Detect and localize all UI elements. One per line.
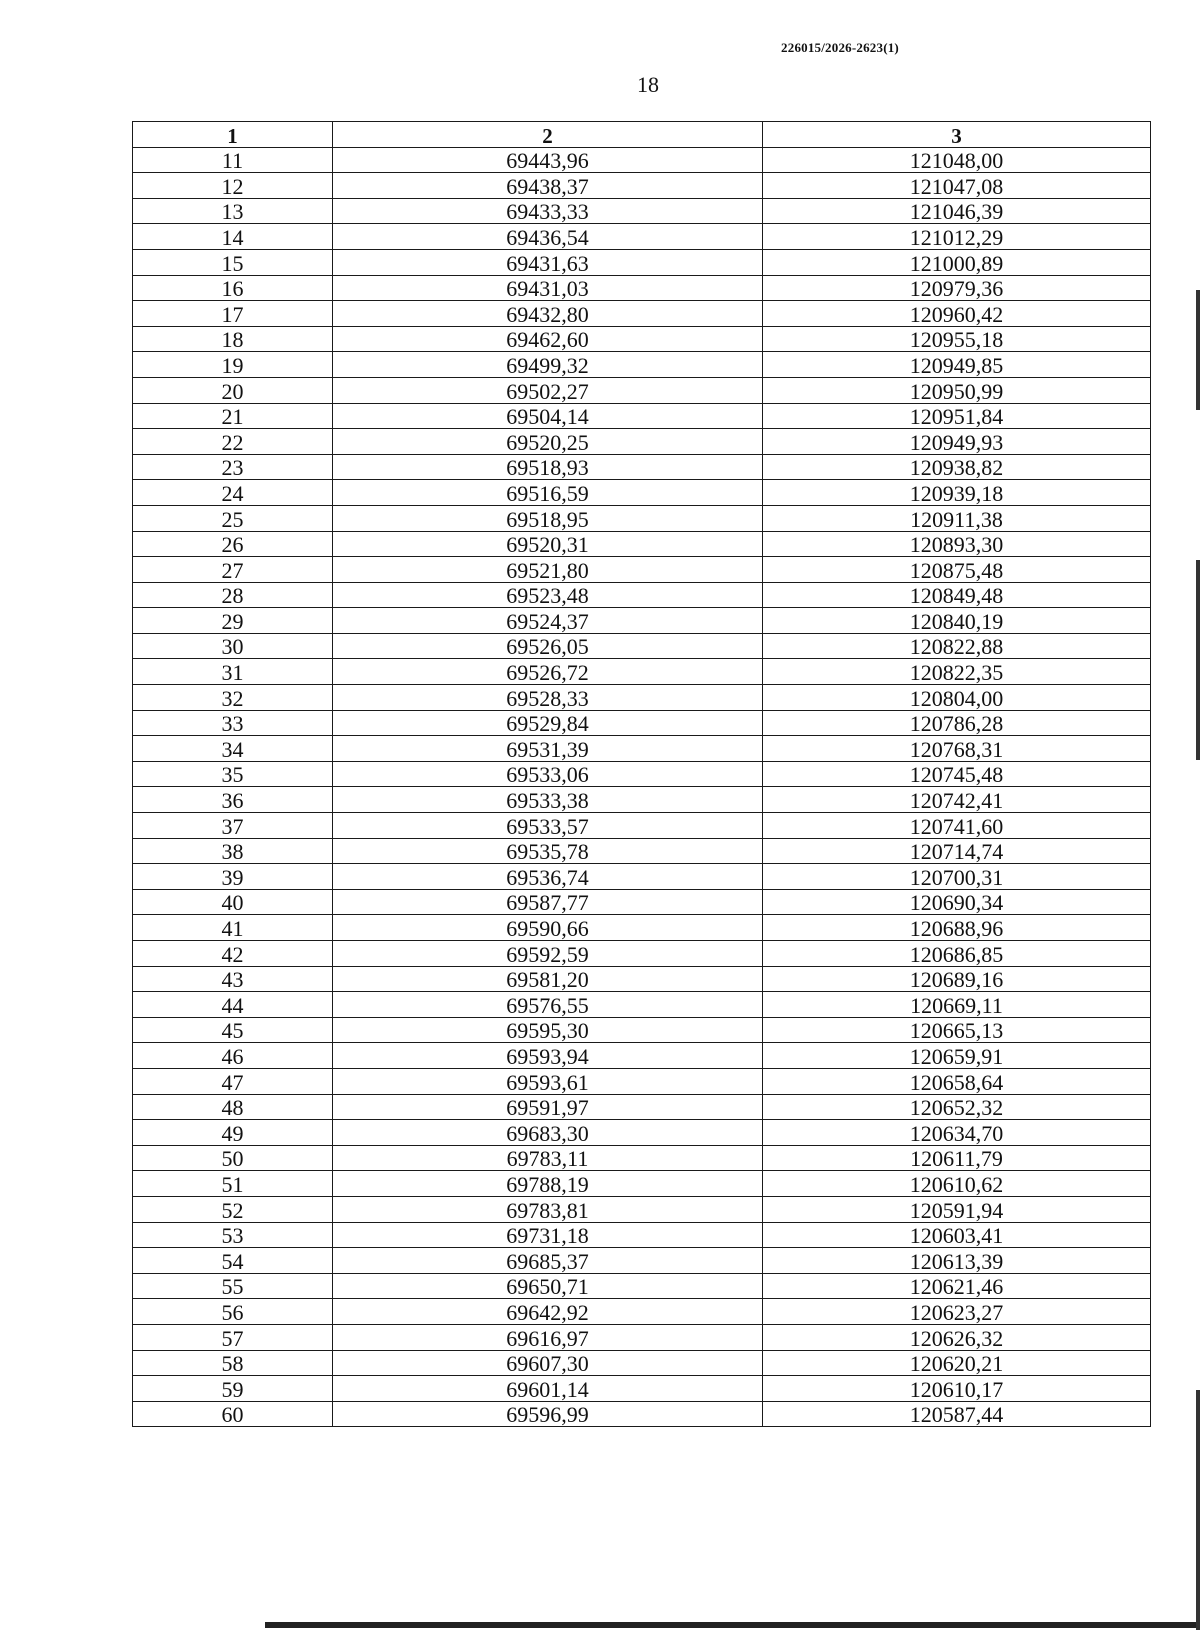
table-row [133,1068,1151,1094]
table-row [133,1299,1151,1325]
coordinate-y-cell: 121048,00 [763,147,1151,173]
coordinate-y-cell: 120688,96 [763,915,1151,941]
coordinate-x-cell: 69526,72 [333,659,763,685]
coordinate-x-cell: 69432,80 [333,301,763,327]
table-row [133,1196,1151,1222]
coordinate-x-cell: 69590,66 [333,915,763,941]
coordinate-y-cell: 120786,28 [763,710,1151,736]
coordinate-y-cell: 120949,93 [763,429,1151,455]
point-number-cell: 56 [133,1299,333,1325]
coordinate-x-cell: 69520,31 [333,531,763,557]
point-number-cell: 22 [133,429,333,455]
table-row [133,198,1151,224]
table-row [133,1401,1151,1427]
point-number-cell: 33 [133,710,333,736]
point-number-cell: 59 [133,1376,333,1402]
coordinate-x-cell: 69529,84 [333,710,763,736]
coordinate-x-cell: 69592,59 [333,941,763,967]
coordinate-y-cell: 120822,88 [763,633,1151,659]
table-row [133,454,1151,480]
coordinate-y-cell: 120690,34 [763,889,1151,915]
coordinate-x-cell: 69683,30 [333,1120,763,1146]
coordinate-x-cell: 69536,74 [333,864,763,890]
coordinate-y-cell: 120669,11 [763,992,1151,1018]
table-row [133,1043,1151,1069]
point-number-cell: 44 [133,992,333,1018]
coordinate-x-cell: 69443,96 [333,147,763,173]
point-number-cell: 52 [133,1196,333,1222]
point-number-cell: 55 [133,1273,333,1299]
coordinate-y-cell: 120689,16 [763,966,1151,992]
coordinate-y-cell: 120804,00 [763,685,1151,711]
table-row [133,608,1151,634]
coordinate-y-cell: 120822,35 [763,659,1151,685]
table-row [133,1171,1151,1197]
coordinate-x-cell: 69431,03 [333,275,763,301]
coordinate-x-cell: 69462,60 [333,326,763,352]
point-number-cell: 51 [133,1171,333,1197]
scan-bottom-rule [265,1622,1200,1628]
table-header [133,122,1151,148]
table-row [133,377,1151,403]
scan-edge-mark [1196,290,1200,410]
page-number: 18 [637,72,659,97]
table-row [133,531,1151,557]
coordinate-y-cell: 120745,48 [763,761,1151,787]
coordinate-x-cell: 69607,30 [333,1350,763,1376]
table-row [133,173,1151,199]
coordinate-y-cell: 120652,32 [763,1094,1151,1120]
coordinate-y-cell: 120742,41 [763,787,1151,813]
coordinate-y-cell: 120659,91 [763,1043,1151,1069]
point-number-cell: 17 [133,301,333,327]
coordinate-y-cell: 120950,99 [763,377,1151,403]
coordinate-y-cell: 120610,17 [763,1376,1151,1402]
coordinate-x-cell: 69533,57 [333,813,763,839]
point-number-cell: 20 [133,377,333,403]
column-header-3: 3 [763,122,1151,148]
table-row [133,480,1151,506]
point-number-cell: 42 [133,941,333,967]
coordinate-x-cell: 69576,55 [333,992,763,1018]
coordinate-x-cell: 69431,63 [333,249,763,275]
coordinate-y-cell: 120939,18 [763,480,1151,506]
coordinate-x-cell: 69685,37 [333,1248,763,1274]
table-row [133,787,1151,813]
coordinate-x-cell: 69516,59 [333,480,763,506]
point-number-cell: 53 [133,1222,333,1248]
coordinate-x-cell: 69581,20 [333,966,763,992]
coordinate-x-cell: 69788,19 [333,1171,763,1197]
coordinate-x-cell: 69531,39 [333,736,763,762]
coordinate-y-cell: 120613,39 [763,1248,1151,1274]
coordinate-x-cell: 69523,48 [333,582,763,608]
table-row [133,1324,1151,1350]
coordinate-y-cell: 120960,42 [763,301,1151,327]
table-row [133,838,1151,864]
coordinate-x-cell: 69587,77 [333,889,763,915]
point-number-cell: 58 [133,1350,333,1376]
coordinate-y-cell: 120611,79 [763,1145,1151,1171]
table-row [133,1120,1151,1146]
point-number-cell: 27 [133,557,333,583]
coordinate-y-cell: 120658,64 [763,1068,1151,1094]
coordinate-y-cell: 120949,85 [763,352,1151,378]
table-row [133,1017,1151,1043]
coordinate-y-cell: 120840,19 [763,608,1151,634]
point-number-cell: 48 [133,1094,333,1120]
coordinate-y-cell: 120938,82 [763,454,1151,480]
point-number-cell: 19 [133,352,333,378]
table-row [133,249,1151,275]
table-row [133,505,1151,531]
coordinate-x-cell: 69504,14 [333,403,763,429]
coordinate-x-cell: 69595,30 [333,1017,763,1043]
table-row [133,1145,1151,1171]
point-number-cell: 14 [133,224,333,250]
table-row [133,761,1151,787]
coordinate-y-cell: 120587,44 [763,1401,1151,1427]
coordinate-y-cell: 121012,29 [763,224,1151,250]
coordinate-x-cell: 69642,92 [333,1299,763,1325]
scan-edge-mark [1196,1390,1200,1630]
table-row [133,710,1151,736]
coordinate-x-cell: 69601,14 [333,1376,763,1402]
coordinate-y-cell: 120603,41 [763,1222,1151,1248]
coordinate-x-cell: 69433,33 [333,198,763,224]
coordinate-x-cell: 69438,37 [333,173,763,199]
point-number-cell: 18 [133,326,333,352]
point-number-cell: 40 [133,889,333,915]
coordinate-y-cell: 120714,74 [763,838,1151,864]
coordinate-x-cell: 69533,38 [333,787,763,813]
coordinate-x-cell: 69521,80 [333,557,763,583]
coordinate-y-cell: 120875,48 [763,557,1151,583]
point-number-cell: 15 [133,249,333,275]
coordinate-y-cell: 120665,13 [763,1017,1151,1043]
document-code: 226015/2026-2623(1) [781,40,899,55]
point-number-cell: 45 [133,1017,333,1043]
coordinate-x-cell: 69533,06 [333,761,763,787]
point-number-cell: 38 [133,838,333,864]
coordinate-x-cell: 69593,61 [333,1068,763,1094]
coordinate-y-cell: 120634,70 [763,1120,1151,1146]
table-row [133,1273,1151,1299]
point-number-cell: 24 [133,480,333,506]
point-number-cell: 12 [133,173,333,199]
scan-edge-mark [1196,560,1200,760]
point-number-cell: 37 [133,813,333,839]
coordinate-x-cell: 69436,54 [333,224,763,250]
coordinate-y-cell: 120979,36 [763,275,1151,301]
coordinate-x-cell: 69616,97 [333,1324,763,1350]
table-body [133,147,1151,1427]
point-number-cell: 34 [133,736,333,762]
table-row [133,966,1151,992]
coordinate-x-cell: 69518,93 [333,454,763,480]
coordinate-y-cell: 121046,39 [763,198,1151,224]
table-row [133,1376,1151,1402]
table-row [133,352,1151,378]
coordinate-y-cell: 120951,84 [763,403,1151,429]
table-row [133,864,1151,890]
coordinate-x-cell: 69783,11 [333,1145,763,1171]
table-row [133,301,1151,327]
table-row [133,403,1151,429]
table-row [133,736,1151,762]
table-row [133,582,1151,608]
point-number-cell: 43 [133,966,333,992]
point-number-cell: 21 [133,403,333,429]
point-number-cell: 49 [133,1120,333,1146]
table-row [133,326,1151,352]
coordinate-x-cell: 69591,97 [333,1094,763,1120]
coordinate-x-cell: 69526,05 [333,633,763,659]
coordinates-table [132,121,1151,1427]
point-number-cell: 28 [133,582,333,608]
coordinate-x-cell: 69499,32 [333,352,763,378]
table-row [133,1222,1151,1248]
column-header-1: 1 [133,122,333,148]
coordinate-y-cell: 120686,85 [763,941,1151,967]
point-number-cell: 13 [133,198,333,224]
table-row [133,275,1151,301]
point-number-cell: 41 [133,915,333,941]
point-number-cell: 39 [133,864,333,890]
table-row [133,633,1151,659]
point-number-cell: 31 [133,659,333,685]
table-row [133,941,1151,967]
coordinate-y-cell: 120955,18 [763,326,1151,352]
coordinate-x-cell: 69502,27 [333,377,763,403]
coordinate-y-cell: 120591,94 [763,1196,1151,1222]
point-number-cell: 30 [133,633,333,659]
coordinate-y-cell: 120741,60 [763,813,1151,839]
coordinate-x-cell: 69535,78 [333,838,763,864]
table-row [133,557,1151,583]
coordinate-y-cell: 120610,62 [763,1171,1151,1197]
table-row [133,889,1151,915]
coordinate-x-cell: 69520,25 [333,429,763,455]
point-number-cell: 57 [133,1324,333,1350]
point-number-cell: 54 [133,1248,333,1274]
point-number-cell: 25 [133,505,333,531]
coordinate-x-cell: 69528,33 [333,685,763,711]
coordinate-y-cell: 120849,48 [763,582,1151,608]
table-row [133,147,1151,173]
table-row [133,659,1151,685]
coordinate-y-cell: 120768,31 [763,736,1151,762]
coordinate-y-cell: 121047,08 [763,173,1151,199]
table-row [133,1248,1151,1274]
coordinate-y-cell: 120893,30 [763,531,1151,557]
point-number-cell: 26 [133,531,333,557]
coordinate-y-cell: 120620,21 [763,1350,1151,1376]
table-row [133,813,1151,839]
table-row [133,224,1151,250]
table-row [133,992,1151,1018]
point-number-cell: 32 [133,685,333,711]
table-row [133,429,1151,455]
coordinate-y-cell: 120911,38 [763,505,1151,531]
coordinate-y-cell: 120700,31 [763,864,1151,890]
point-number-cell: 35 [133,761,333,787]
coordinate-x-cell: 69593,94 [333,1043,763,1069]
coordinate-x-cell: 69731,18 [333,1222,763,1248]
coordinate-x-cell: 69650,71 [333,1273,763,1299]
coordinate-y-cell: 121000,89 [763,249,1151,275]
point-number-cell: 23 [133,454,333,480]
coordinate-y-cell: 120621,46 [763,1273,1151,1299]
point-number-cell: 36 [133,787,333,813]
table-row [133,1094,1151,1120]
table-row [133,1350,1151,1376]
point-number-cell: 11 [133,147,333,173]
coordinate-x-cell: 69596,99 [333,1401,763,1427]
point-number-cell: 16 [133,275,333,301]
point-number-cell: 46 [133,1043,333,1069]
coordinate-y-cell: 120626,32 [763,1324,1151,1350]
column-header-2: 2 [333,122,763,148]
header-row [133,122,1151,148]
coordinate-x-cell: 69524,37 [333,608,763,634]
point-number-cell: 29 [133,608,333,634]
table-row [133,685,1151,711]
coordinate-x-cell: 69783,81 [333,1196,763,1222]
point-number-cell: 50 [133,1145,333,1171]
table-row [133,915,1151,941]
point-number-cell: 60 [133,1401,333,1427]
coordinate-x-cell: 69518,95 [333,505,763,531]
point-number-cell: 47 [133,1068,333,1094]
coordinate-y-cell: 120623,27 [763,1299,1151,1325]
